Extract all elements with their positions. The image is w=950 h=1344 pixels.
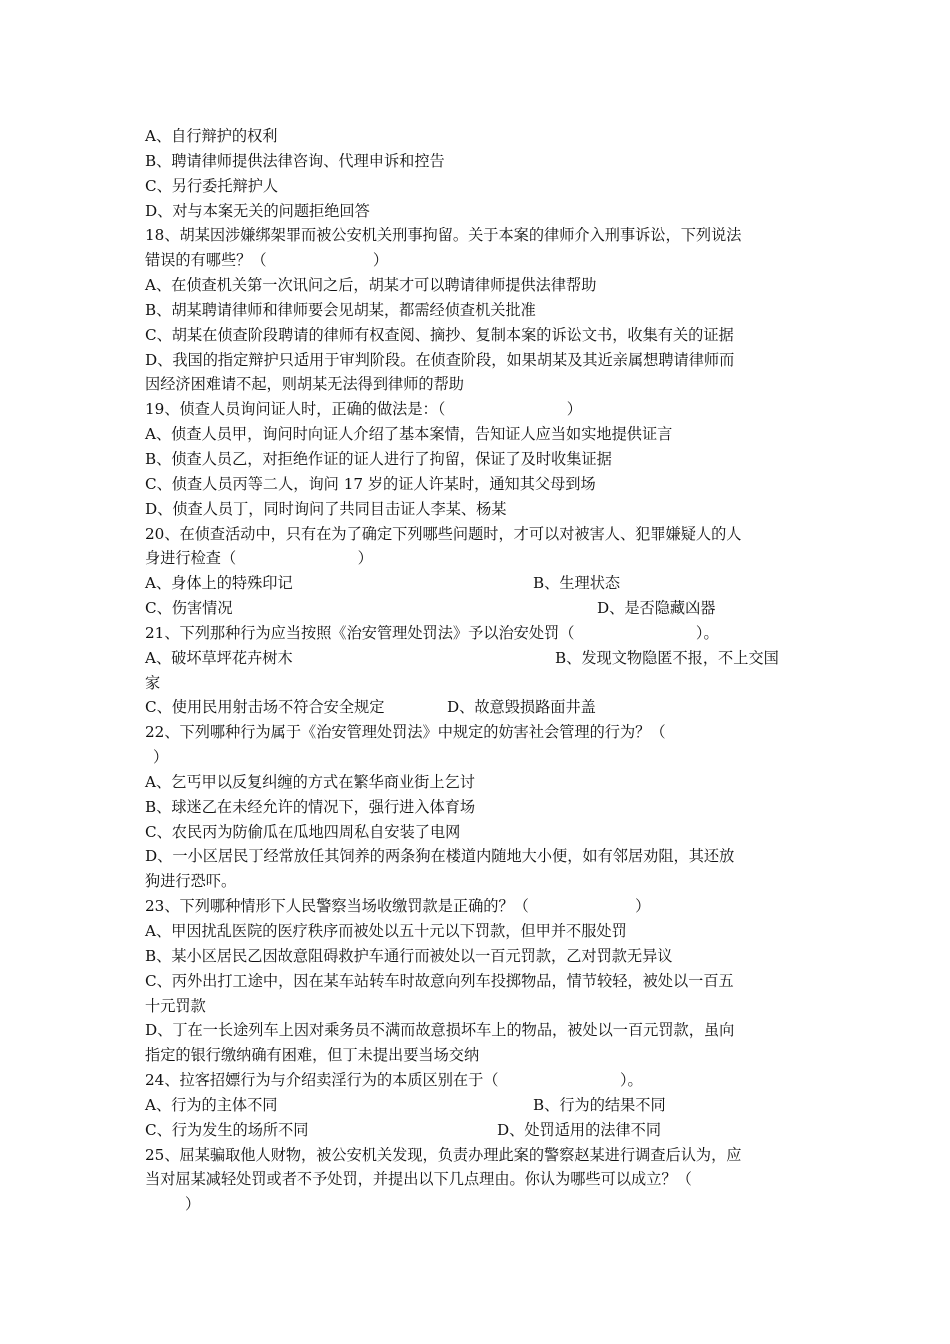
question-24-options-cd <box>145 1118 810 1143</box>
document-page <box>145 124 810 1217</box>
option-line: A、乞丐甲以反复纠缠的方式在繁华商业街上乞讨 <box>145 772 475 791</box>
question-21-stem: 21、下列那种行为应当按照《治安管理处罚法》予以治安处罚（ ）。 <box>145 623 719 642</box>
question-20-options-cd <box>145 596 810 621</box>
question-20-stem: 20、在侦查活动中，只有在为了确定下列哪些问题时，才可以对被害人、犯罪嫌疑人的人 <box>145 524 742 543</box>
option-line: D、对与本案无关的问题拒绝回答 <box>145 201 370 220</box>
option-d: D、是否隐藏凶器 <box>597 599 716 618</box>
option-line: C、侦查人员丙等二人，询问 17 岁的证人许某时，通知其父母到场 <box>145 474 596 493</box>
option-line: 因经济困难请不起，则胡某无法得到律师的帮助 <box>145 375 464 394</box>
option-c: C、使用民用射击场不符合安全规定 <box>145 698 385 717</box>
option-a: A、破坏草坪花卉树木 <box>145 648 293 667</box>
question-21-options-ab <box>145 646 810 671</box>
option-a: A、行为的主体不同 <box>145 1095 278 1114</box>
question-22-stem-cont: ） <box>153 748 169 767</box>
question-24-stem: 24、拉客招嫖行为与介绍卖淫行为的本质区别在于（ ）。 <box>145 1071 643 1090</box>
text-block-3 <box>145 1143 810 1218</box>
option-line: C、胡某在侦查阶段聘请的律师有权查阅、摘抄、复制本案的诉讼文书，收集有关的证据 <box>145 325 734 344</box>
question-25-stem-cont: 当对屈某减轻处罚或者不予处罚，并提出以下几点理由。你认为哪些可以成立？（ <box>145 1170 692 1189</box>
option-line: C、另行委托辩护人 <box>145 176 279 195</box>
text-block-1 <box>145 124 810 571</box>
question-22-stem: 22、下列哪种行为属于《治安管理处罚法》中规定的妨害社会管理的行为？（ <box>145 723 666 742</box>
option-line: A、在侦查机关第一次讯问之后，胡某才可以聘请律师提供法律帮助 <box>145 276 597 295</box>
option-line: 指定的银行缴纳确有困难，但丁未提出要当场交纳 <box>145 1046 480 1065</box>
option-line: C、农民丙为防偷瓜在瓜地四周私自安装了电网 <box>145 822 461 841</box>
option-line: B、侦查人员乙，对拒绝作证的证人进行了拘留，保证了及时收集证据 <box>145 449 612 468</box>
question-20-options-ab <box>145 571 810 596</box>
option-line: D、我国的指定辩护只适用于审判阶段。在侦查阶段，如果胡某及其近亲属想聘请律师而 <box>145 350 735 369</box>
option-line: A、侦查人员甲，询问时向证人介绍了基本案情，告知证人应当如实地提供证言 <box>145 425 673 444</box>
question-24-options-ab <box>145 1093 810 1118</box>
option-line: D、侦查人员丁，同时询问了共同目击证人李某、杨某 <box>145 499 507 518</box>
option-b: B、行为的结果不同 <box>533 1095 666 1114</box>
option-b: B、发现文物隐匿不报，不上交国 <box>555 648 779 667</box>
question-21-options-cd <box>145 695 810 720</box>
option-line: B、聘请律师提供法律咨询、代理申诉和控告 <box>145 151 445 170</box>
option-line: 十元罚款 <box>145 996 206 1015</box>
option-d: D、处罚适用的法律不同 <box>497 1120 662 1139</box>
option-line: C、丙外出打工途中，因在某车站转车时故意向列车投掷物品，情节较轻，被处以一百五 <box>145 971 734 990</box>
option-d: D、故意毁损路面井盖 <box>447 698 596 717</box>
question-25-stem: 25、屈某骗取他人财物，被公安机关发现，负责办理此案的警察赵某进行调查后认为，应 <box>145 1145 742 1164</box>
question-25-stem-end: ） <box>185 1195 201 1214</box>
option-line: A、自行辩护的权利 <box>145 127 278 145</box>
text-block-2 <box>145 720 810 1093</box>
option-line: B、球迷乙在未经允许的情况下，强行进入体育场 <box>145 797 476 816</box>
option-line: 狗进行恐吓。 <box>145 872 237 891</box>
option-line: D、丁在一长途列车上因对乘务员不满而故意损坏车上的物品，被处以一百元罚款，虽向 <box>145 1021 735 1040</box>
option-b: B、生理状态 <box>533 574 621 593</box>
question-19-stem: 19、侦查人员询问证人时，正确的做法是：（ ） <box>145 400 582 419</box>
option-line: B、胡某聘请律师和律师要会见胡某，都需经侦查机关批准 <box>145 300 536 319</box>
option-line: D、一小区居民丁经常放任其饲养的两条狗在楼道内随地大小便，如有邻居劝阻，其还放 <box>145 847 735 866</box>
option-c: C、行为发生的场所不同 <box>145 1120 309 1139</box>
option-line: A、甲因扰乱医院的医疗秩序而被处以五十元以下罚款，但甲并不服处罚 <box>145 922 627 940</box>
question-18-stem-cont: 错误的有哪些？（ ） <box>145 251 388 270</box>
option-line: B、某小区居民乙因故意阻碍救护车通行而被处以一百元罚款，乙对罚款无异议 <box>145 946 673 965</box>
question-20-stem-cont: 身进行检查（ ） <box>145 549 373 568</box>
question-23-stem: 23、下列哪种情形下人民警察当场收缴罚款是正确的？（ ） <box>145 897 651 916</box>
option-c: C、伤害情况 <box>145 599 233 618</box>
option-a: A、身体上的特殊印记 <box>145 574 293 593</box>
option-b-cont: 家 <box>145 673 161 692</box>
question-18-stem: 18、胡某因涉嫌绑架罪而被公安机关刑事拘留。关于本案的律师介入刑事诉讼，下列说法 <box>145 226 742 245</box>
